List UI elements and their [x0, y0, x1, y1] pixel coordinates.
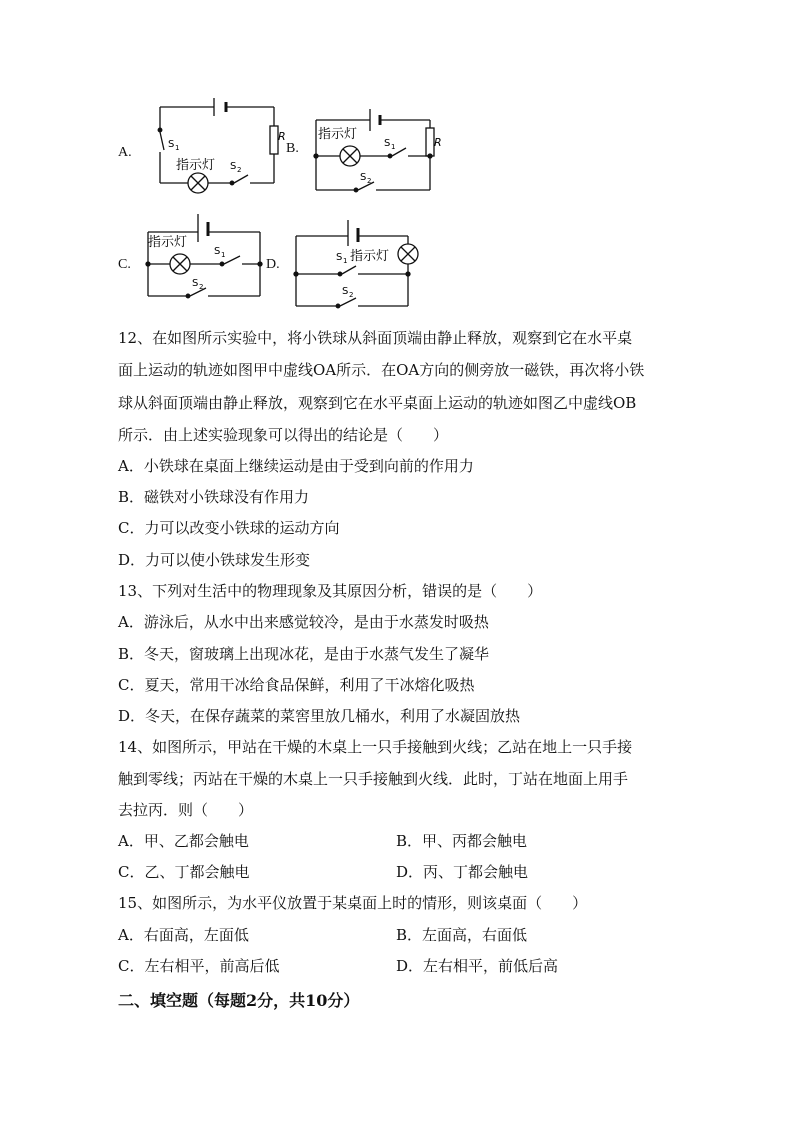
q12-line-1: 12、在如图所示实验中，将小铁球从斜面顶端由静止释放，观察到它在水平桌: [118, 329, 633, 347]
svg-text:1: 1: [175, 144, 180, 152]
q12-option-b: B．磁铁对小铁球没有作用力: [118, 488, 310, 506]
svg-text:2: 2: [367, 177, 372, 185]
resistor: [426, 128, 434, 156]
q12-option-a: A．小铁球在桌面上继续运动是由于受到向前的作用力: [118, 457, 474, 475]
option-a-label: A.: [118, 145, 132, 160]
circuit-diagram-c: [140, 210, 270, 302]
svg-text:R: R: [278, 130, 286, 143]
svg-text:指示灯: 指示灯: [176, 158, 216, 173]
q14-option-c: C．乙、丁都会触电: [118, 863, 250, 881]
svg-text:指示灯: 指示灯: [318, 127, 358, 142]
svg-text:S: S: [342, 286, 349, 297]
q13-option-c: C．夏天，常用干冰给食品保鲜，利用了干冰熔化吸热: [118, 676, 475, 694]
circuit-diagram-a: [150, 96, 285, 196]
svg-text:S: S: [192, 278, 199, 289]
circuit-diagram-d: [290, 216, 425, 310]
option-b-label: B.: [286, 141, 299, 156]
switch-s1-blade: [160, 132, 164, 150]
q12-line-3: 球从斜面顶端由静止释放，观察到它在水平桌面上运动的轨迹如图乙中虚线OB: [118, 394, 637, 412]
resistor: [270, 126, 278, 154]
q12-line-2: 面上运动的轨迹如图甲中虚线OA所示．在OA方向的侧旁放一磁铁，再次将小铁: [118, 361, 645, 379]
q13-option-b: B．冬天，窗玻璃上出现冰花，是由于水蒸气发生了凝华: [118, 645, 490, 663]
q15-option-b: B．左面高，右面低: [396, 926, 528, 944]
switch-s2-blade: [234, 175, 248, 183]
svg-text:S: S: [230, 161, 237, 172]
q14-option-a: A．甲、乙都会触电: [118, 832, 249, 850]
q15-option-a: A．右面高，左面低: [118, 926, 249, 944]
q14-line-2: 触到零线；丙站在干燥的木桌上一只手接触到火线．此时，丁站在地面上用手: [118, 770, 629, 788]
q13-line-1: 13、下列对生活中的物理现象及其原因分析，错误的是（ ）: [118, 582, 543, 600]
q14-option-d: D．丙、丁都会触电: [396, 863, 529, 881]
svg-text:2: 2: [199, 283, 204, 291]
svg-text:2: 2: [349, 291, 354, 299]
svg-text:1: 1: [343, 257, 348, 265]
q12-option-c: C．力可以改变小铁球的运动方向: [118, 519, 340, 537]
q14-option-b: B．甲、丙都会触电: [396, 832, 528, 850]
svg-text:S: S: [336, 252, 343, 263]
q14-line-1: 14、如图所示，甲站在干燥的木桌上一只手接触到火线；乙站在地上一只手接: [118, 738, 633, 756]
svg-text:S: S: [384, 138, 391, 149]
section-heading: 二、填空题（每题2分，共10分）: [118, 991, 360, 1010]
circuit-diagram-b: [308, 106, 448, 202]
option-c-label: C.: [118, 257, 131, 272]
q15-option-d: D．左右相平，前低后高: [396, 957, 559, 975]
q14-line-3: 去拉丙．则（ ）: [118, 801, 254, 819]
svg-text:1: 1: [391, 143, 396, 151]
q12-option-d: D．力可以使小铁球发生形变: [118, 551, 311, 569]
svg-text:1: 1: [221, 251, 226, 259]
option-d-label: D.: [266, 257, 280, 272]
q15-line-1: 15、如图所示，为水平仪放置于某桌面上时的情形，则该桌面（ ）: [118, 894, 588, 912]
svg-text:S: S: [214, 246, 221, 257]
svg-text:2: 2: [237, 166, 242, 174]
q13-option-d: D．冬天，在保存蔬菜的菜窖里放几桶水，利用了水凝固放热: [118, 707, 521, 725]
svg-text:指示灯: 指示灯: [350, 249, 390, 264]
svg-text:S: S: [168, 139, 175, 150]
q15-option-c: C．左右相平，前高后低: [118, 957, 280, 975]
q13-option-a: A．游泳后，从水中出来感觉较冷，是由于水蒸发时吸热: [118, 613, 489, 631]
q12-line-4: 所示．由上述实验现象可以得出的结论是（ ）: [118, 426, 449, 444]
svg-text:指示灯: 指示灯: [148, 235, 188, 250]
svg-text:R: R: [434, 136, 442, 149]
svg-text:S: S: [360, 172, 367, 183]
